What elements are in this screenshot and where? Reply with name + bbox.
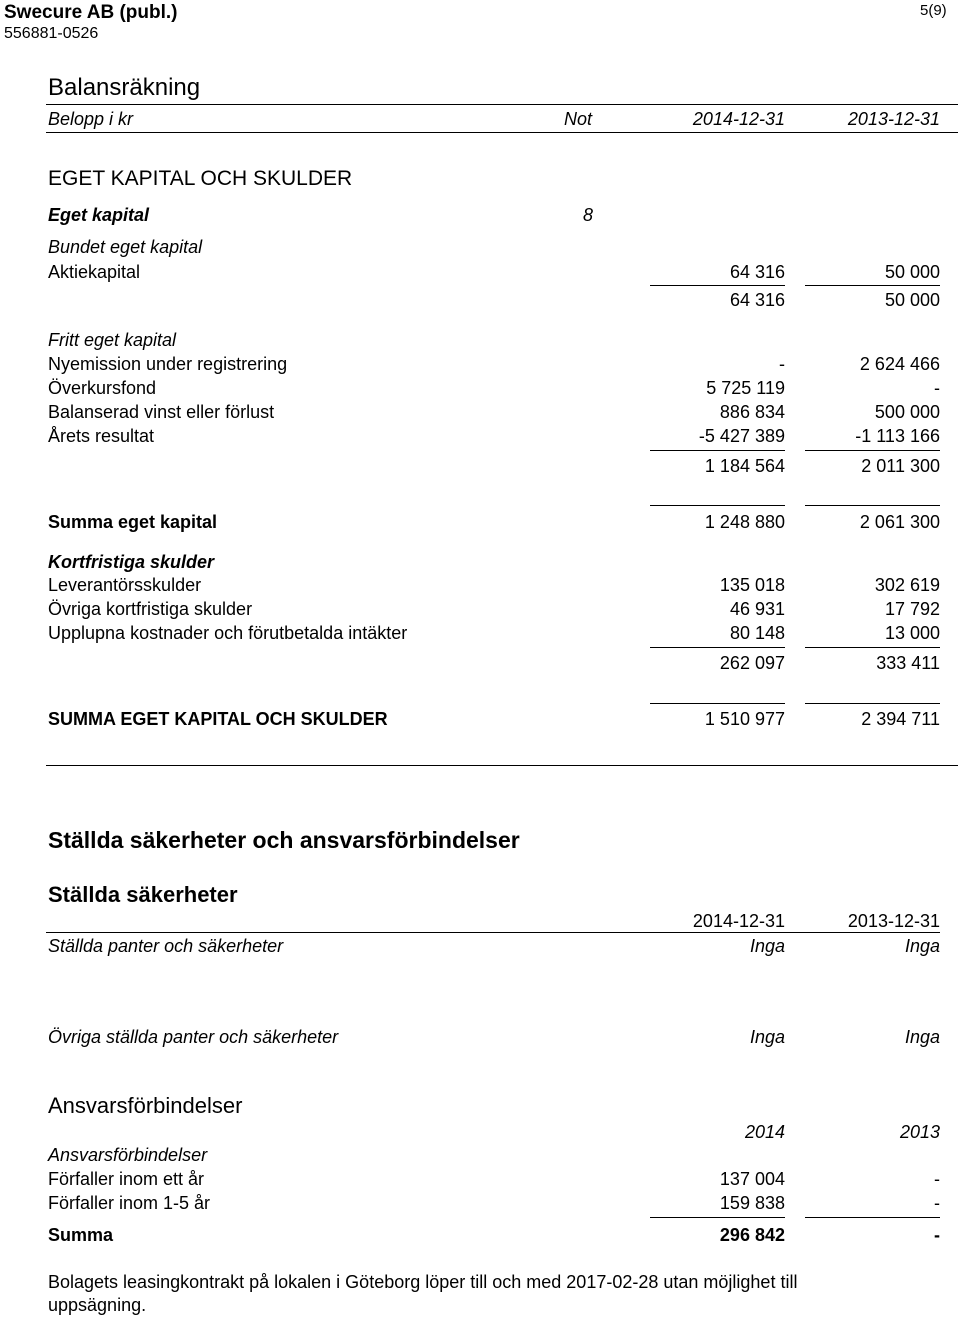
row-value-2014: 46 931 bbox=[729, 599, 785, 619]
row-label: Ställda panter och säkerheter bbox=[48, 936, 284, 956]
subtotal-2013: 2 011 300 bbox=[861, 456, 940, 476]
unrestricted-equity-heading: Fritt eget kapital bbox=[48, 330, 177, 350]
contingent-total-2014: 296 842 bbox=[719, 1225, 785, 1245]
sum-rule bbox=[805, 1217, 940, 1218]
column-header-amount: Belopp i kr bbox=[48, 109, 134, 129]
divider bbox=[46, 132, 958, 133]
row-value-2013: 2 624 466 bbox=[859, 354, 940, 374]
row-value-2013: 500 000 bbox=[874, 402, 940, 422]
divider bbox=[46, 765, 958, 766]
sum-rule bbox=[650, 285, 785, 286]
row-value-2013: - bbox=[934, 1193, 940, 1213]
column-header-2014: 2014-12-31 bbox=[692, 109, 785, 129]
equity-total-2013: 2 061 300 bbox=[859, 512, 940, 532]
divider bbox=[46, 104, 958, 105]
row-label: Övriga kortfristiga skulder bbox=[48, 599, 253, 619]
row-value-2014: 159 838 bbox=[719, 1193, 785, 1213]
contingent-column-2014: 2014 bbox=[744, 1122, 785, 1142]
sum-rule bbox=[650, 703, 785, 704]
contingent-title: Ansvarsförbindelser bbox=[48, 1093, 243, 1118]
org-number: 556881-0526 bbox=[4, 25, 99, 42]
restricted-equity-heading: Bundet eget kapital bbox=[48, 237, 203, 257]
balance-title: Balansräkning bbox=[48, 74, 201, 101]
contingent-total-label: Summa bbox=[48, 1225, 114, 1245]
subtotal-2014: 262 097 bbox=[719, 653, 785, 673]
company-name: Swecure AB (publ.) bbox=[4, 2, 178, 23]
row-value-2014: 80 148 bbox=[729, 623, 785, 643]
row-value-2013: 50 000 bbox=[884, 262, 940, 282]
equity-total-label: Summa eget kapital bbox=[48, 512, 218, 532]
row-value-2013: 302 619 bbox=[874, 575, 940, 595]
row-value-2013: Inga bbox=[904, 936, 940, 956]
row-value-2013: 17 792 bbox=[884, 599, 940, 619]
sum-rule bbox=[650, 1217, 785, 1218]
row-value-2014: - bbox=[779, 354, 785, 374]
row-value-2014: -5 427 389 bbox=[698, 426, 785, 446]
short-term-liabilities-heading: Kortfristiga skulder bbox=[48, 552, 215, 572]
row-label: Övriga ställda panter och säkerheter bbox=[48, 1027, 339, 1047]
contingent-heading: Ansvarsförbindelser bbox=[48, 1145, 208, 1165]
equity-total-2014: 1 248 880 bbox=[704, 512, 785, 532]
contingent-total-2013: - bbox=[934, 1225, 940, 1245]
pledged-subtitle: Ställda säkerheter bbox=[48, 882, 238, 907]
contingent-column-2013: 2013 bbox=[899, 1122, 940, 1142]
equity-heading: Eget kapital bbox=[48, 205, 150, 225]
row-label: Aktiekapital bbox=[48, 262, 141, 282]
row-label: Överkursfond bbox=[48, 378, 157, 398]
row-label: Balanserad vinst eller förlust bbox=[48, 402, 275, 422]
sum-rule bbox=[805, 647, 940, 648]
row-value-2013: - bbox=[934, 378, 940, 398]
row-label: Leverantörsskulder bbox=[48, 575, 202, 595]
footnote-line-1: Bolagets leasingkontrakt på lokalen i Göteborg löper till och med 2017-02-28 utan möjlighet till bbox=[48, 1272, 798, 1292]
sum-rule bbox=[805, 450, 940, 451]
subtotal-2013: 50 000 bbox=[884, 290, 940, 310]
grand-total-label: SUMMA EGET KAPITAL OCH SKULDER bbox=[48, 709, 388, 729]
row-value-2014: 886 834 bbox=[719, 402, 785, 422]
row-label: Förfaller inom 1-5 år bbox=[48, 1193, 211, 1213]
sum-rule bbox=[805, 703, 940, 704]
sum-rule bbox=[805, 285, 940, 286]
row-value-2014: Inga bbox=[749, 936, 785, 956]
grand-total-2013: 2 394 711 bbox=[861, 709, 940, 729]
row-value-2014: 135 018 bbox=[719, 575, 785, 595]
section-title: EGET KAPITAL OCH SKULDER bbox=[48, 167, 353, 190]
row-value-2013: 13 000 bbox=[884, 623, 940, 643]
row-value-2013: - bbox=[934, 1169, 940, 1189]
row-label: Årets resultat bbox=[48, 426, 155, 446]
footnote-line-2: uppsägning. bbox=[48, 1295, 147, 1315]
pledged-title: Ställda säkerheter och ansvarsförbindelser bbox=[48, 827, 520, 853]
subtotal-2013: 333 411 bbox=[876, 653, 940, 673]
row-label: Förfaller inom ett år bbox=[48, 1169, 205, 1189]
sum-rule bbox=[650, 505, 785, 506]
column-header-2013: 2013-12-31 bbox=[847, 109, 940, 129]
row-label: Upplupna kostnader och förutbetalda intäkter bbox=[48, 623, 408, 643]
column-header-note: Not bbox=[564, 109, 593, 129]
row-value-2014: Inga bbox=[749, 1027, 785, 1047]
page-number: 5(9) bbox=[920, 2, 947, 19]
row-label: Nyemission under registrering bbox=[48, 354, 288, 374]
row-value-2014: 137 004 bbox=[719, 1169, 785, 1189]
row-value-2013: Inga bbox=[904, 1027, 940, 1047]
subtotal-2014: 1 184 564 bbox=[704, 456, 785, 476]
sum-rule bbox=[805, 505, 940, 506]
pledged-column-2014: 2014-12-31 bbox=[692, 911, 785, 931]
sum-rule bbox=[650, 450, 785, 451]
sum-rule bbox=[650, 647, 785, 648]
row-value-2013: -1 113 166 bbox=[855, 426, 940, 446]
subtotal-2014: 64 316 bbox=[729, 290, 785, 310]
row-value-2014: 5 725 119 bbox=[706, 378, 785, 398]
row-value-2014: 64 316 bbox=[729, 262, 785, 282]
grand-total-2014: 1 510 977 bbox=[704, 709, 785, 729]
pledged-column-2013: 2013-12-31 bbox=[847, 911, 940, 931]
equity-note: 8 bbox=[583, 205, 594, 225]
divider bbox=[46, 932, 940, 933]
